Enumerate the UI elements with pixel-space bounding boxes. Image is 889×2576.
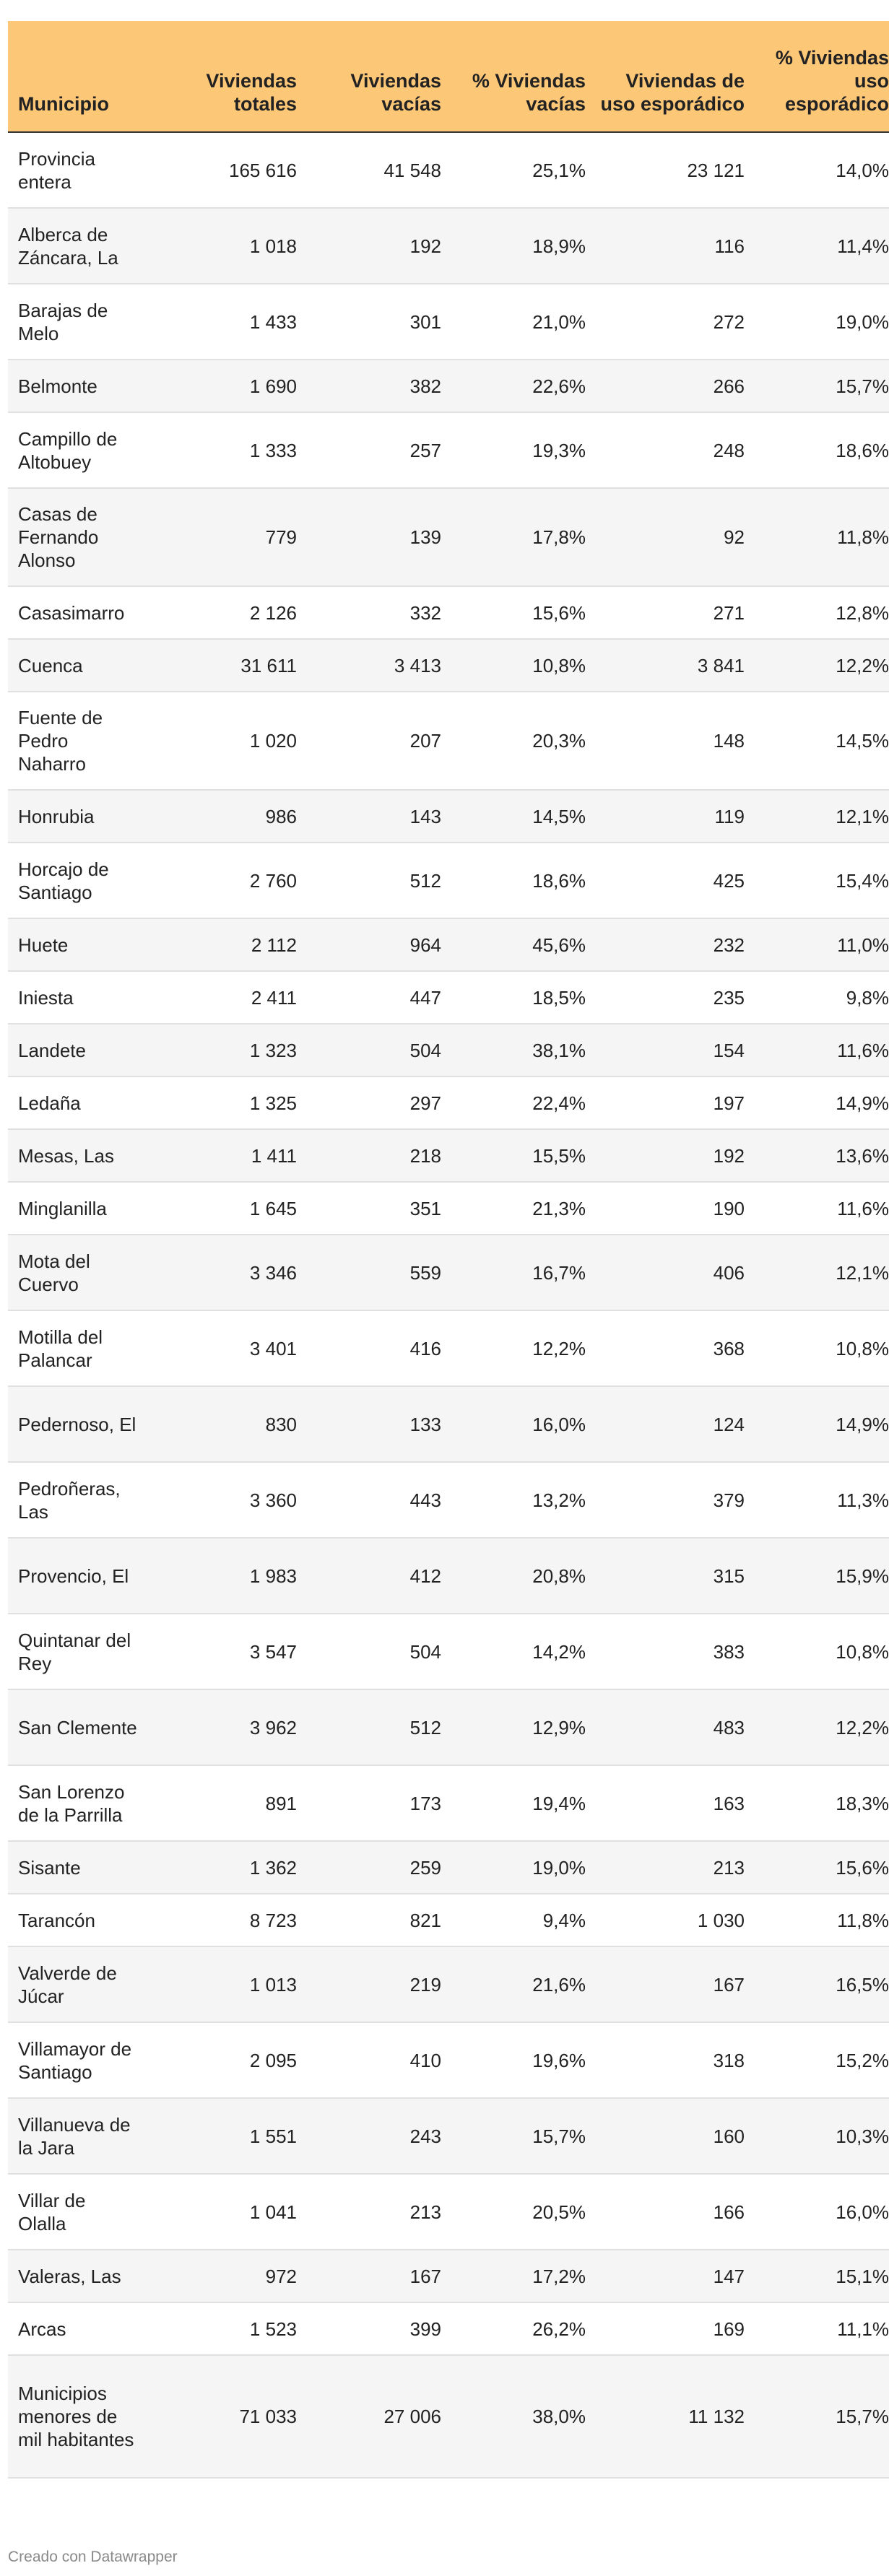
header-viviendas-uso-esporadico[interactable]: Viviendas de uso esporádico xyxy=(586,21,745,132)
cell-value: 92 xyxy=(586,488,745,586)
cell-value: 147 xyxy=(586,2250,745,2302)
cell-municipio: Minglanilla xyxy=(8,1182,152,1235)
cell-value: 10,8% xyxy=(441,639,586,692)
cell-municipio: Valverde de Júcar xyxy=(8,1946,152,2022)
cell-value: 1 362 xyxy=(152,1841,297,1894)
table-row xyxy=(8,1182,889,1235)
cell-value: 332 xyxy=(297,586,441,639)
cell-value: 1 983 xyxy=(152,1538,297,1614)
cell-value: 11,6% xyxy=(745,1024,889,1076)
cell-value: 17,8% xyxy=(441,488,586,586)
cell-value: 3 413 xyxy=(297,639,441,692)
cell-value: 192 xyxy=(297,208,441,284)
cell-value: 512 xyxy=(297,843,441,918)
cell-value: 3 401 xyxy=(152,1310,297,1386)
table-row xyxy=(8,1689,889,1765)
cell-municipio: Pedroñeras, Las xyxy=(8,1462,152,1538)
cell-value: 315 xyxy=(586,1538,745,1614)
cell-value: 272 xyxy=(586,284,745,360)
cell-value: 18,5% xyxy=(441,971,586,1024)
cell-municipio: Provincia entera xyxy=(8,132,152,208)
cell-value: 25,1% xyxy=(441,132,586,208)
cell-value: 16,0% xyxy=(745,2174,889,2250)
cell-value: 504 xyxy=(297,1614,441,1689)
cell-value: 16,5% xyxy=(745,1946,889,2022)
cell-value: 167 xyxy=(297,2250,441,2302)
cell-value: 15,4% xyxy=(745,843,889,918)
cell-value: 19,4% xyxy=(441,1765,586,1841)
cell-value: 964 xyxy=(297,918,441,971)
cell-municipio: San Lorenzo de la Parrilla xyxy=(8,1765,152,1841)
cell-value: 10,3% xyxy=(745,2098,889,2174)
cell-value: 165 616 xyxy=(152,132,297,208)
cell-value: 18,6% xyxy=(745,412,889,488)
cell-value: 15,7% xyxy=(745,2355,889,2478)
cell-value: 166 xyxy=(586,2174,745,2250)
cell-value: 41 548 xyxy=(297,132,441,208)
cell-value: 11,3% xyxy=(745,1462,889,1538)
cell-value: 218 xyxy=(297,1129,441,1182)
cell-municipio: Mesas, Las xyxy=(8,1129,152,1182)
cell-value: 11,1% xyxy=(745,2302,889,2355)
header-viviendas-vacias[interactable]: Viviendas vacías xyxy=(297,21,441,132)
cell-municipio: Belmonte xyxy=(8,360,152,412)
cell-value: 1 551 xyxy=(152,2098,297,2174)
cell-value: 148 xyxy=(586,692,745,790)
cell-value: 15,7% xyxy=(441,2098,586,2174)
cell-value: 133 xyxy=(297,1386,441,1462)
cell-value: 821 xyxy=(297,1894,441,1946)
cell-value: 9,4% xyxy=(441,1894,586,1946)
cell-value: 12,1% xyxy=(745,790,889,843)
table-row xyxy=(8,1386,889,1462)
cell-value: 213 xyxy=(586,1841,745,1894)
cell-value: 11,4% xyxy=(745,208,889,284)
cell-municipio: Provencio, El xyxy=(8,1538,152,1614)
cell-value: 22,4% xyxy=(441,1076,586,1129)
cell-value: 15,9% xyxy=(745,1538,889,1614)
cell-value: 154 xyxy=(586,1024,745,1076)
table-row xyxy=(8,1462,889,1538)
table-body xyxy=(8,132,889,2478)
cell-value: 167 xyxy=(586,1946,745,2022)
cell-value: 3 962 xyxy=(152,1689,297,1765)
cell-value: 368 xyxy=(586,1310,745,1386)
cell-value: 20,3% xyxy=(441,692,586,790)
table-row xyxy=(8,2302,889,2355)
cell-municipio: Quintanar del Rey xyxy=(8,1614,152,1689)
cell-municipio: Mota del Cuervo xyxy=(8,1235,152,1310)
table-header xyxy=(8,21,889,132)
cell-value: 3 360 xyxy=(152,1462,297,1538)
table-row xyxy=(8,918,889,971)
cell-value: 19,6% xyxy=(441,2022,586,2098)
cell-value: 1 333 xyxy=(152,412,297,488)
cell-municipio: Pedernoso, El xyxy=(8,1386,152,1462)
cell-value: 351 xyxy=(297,1182,441,1235)
cell-value: 297 xyxy=(297,1076,441,1129)
cell-value: 23 121 xyxy=(586,132,745,208)
cell-municipio: Tarancón xyxy=(8,1894,152,1946)
cell-value: 18,3% xyxy=(745,1765,889,1841)
cell-value: 2 411 xyxy=(152,971,297,1024)
table-row xyxy=(8,971,889,1024)
cell-municipio: Villanueva de la Jara xyxy=(8,2098,152,2174)
table-row xyxy=(8,208,889,284)
table-row xyxy=(8,2022,889,2098)
cell-value: 2 112 xyxy=(152,918,297,971)
table-row xyxy=(8,2250,889,2302)
credit-footer: Creado con Datawrapper xyxy=(8,2549,178,2565)
cell-value: 10,8% xyxy=(745,1310,889,1386)
cell-value: 31 611 xyxy=(152,639,297,692)
cell-value: 169 xyxy=(586,2302,745,2355)
table-row xyxy=(8,586,889,639)
table-row xyxy=(8,360,889,412)
cell-value: 512 xyxy=(297,1689,441,1765)
data-table-container xyxy=(8,21,889,2479)
cell-municipio: Horcajo de Santiago xyxy=(8,843,152,918)
cell-value: 3 841 xyxy=(586,639,745,692)
cell-value: 3 346 xyxy=(152,1235,297,1310)
cell-value: 410 xyxy=(297,2022,441,2098)
cell-municipio: Landete xyxy=(8,1024,152,1076)
cell-value: 443 xyxy=(297,1462,441,1538)
cell-value: 16,7% xyxy=(441,1235,586,1310)
cell-value: 1 030 xyxy=(586,1894,745,1946)
cell-value: 11 132 xyxy=(586,2355,745,2478)
cell-value: 139 xyxy=(297,488,441,586)
cell-value: 12,2% xyxy=(745,639,889,692)
cell-municipio: San Clemente xyxy=(8,1689,152,1765)
cell-value: 14,9% xyxy=(745,1386,889,1462)
cell-value: 1 690 xyxy=(152,360,297,412)
table-row xyxy=(8,1765,889,1841)
cell-value: 9,8% xyxy=(745,971,889,1024)
cell-value: 11,0% xyxy=(745,918,889,971)
cell-value: 235 xyxy=(586,971,745,1024)
table-row xyxy=(8,1841,889,1894)
cell-municipio: Valeras, Las xyxy=(8,2250,152,2302)
cell-value: 20,5% xyxy=(441,2174,586,2250)
cell-municipio: Barajas de Melo xyxy=(8,284,152,360)
cell-value: 406 xyxy=(586,1235,745,1310)
table-row xyxy=(8,1129,889,1182)
cell-value: 559 xyxy=(297,1235,441,1310)
cell-value: 3 547 xyxy=(152,1614,297,1689)
cell-value: 318 xyxy=(586,2022,745,2098)
cell-value: 71 033 xyxy=(152,2355,297,2478)
cell-municipio: Cuenca xyxy=(8,639,152,692)
cell-value: 143 xyxy=(297,790,441,843)
cell-value: 11,8% xyxy=(745,1894,889,1946)
cell-municipio: Arcas xyxy=(8,2302,152,2355)
cell-value: 1 323 xyxy=(152,1024,297,1076)
table-row xyxy=(8,1310,889,1386)
cell-value: 412 xyxy=(297,1538,441,1614)
cell-municipio: Municipios menores de mil habitantes xyxy=(8,2355,152,2478)
cell-value: 232 xyxy=(586,918,745,971)
cell-value: 259 xyxy=(297,1841,441,1894)
cell-municipio: Motilla del Palancar xyxy=(8,1310,152,1386)
table-row xyxy=(8,639,889,692)
cell-value: 779 xyxy=(152,488,297,586)
cell-value: 379 xyxy=(586,1462,745,1538)
cell-value: 207 xyxy=(297,692,441,790)
cell-value: 12,8% xyxy=(745,586,889,639)
cell-value: 2 760 xyxy=(152,843,297,918)
cell-value: 1 645 xyxy=(152,1182,297,1235)
cell-value: 21,6% xyxy=(441,1946,586,2022)
cell-value: 219 xyxy=(297,1946,441,2022)
cell-value: 15,1% xyxy=(745,2250,889,2302)
cell-value: 14,5% xyxy=(441,790,586,843)
cell-value: 17,2% xyxy=(441,2250,586,2302)
cell-value: 1 433 xyxy=(152,284,297,360)
cell-municipio: Sisante xyxy=(8,1841,152,1894)
cell-value: 10,8% xyxy=(745,1614,889,1689)
table-row xyxy=(8,1946,889,2022)
cell-value: 14,5% xyxy=(745,692,889,790)
cell-value: 197 xyxy=(586,1076,745,1129)
cell-value: 1 018 xyxy=(152,208,297,284)
cell-value: 891 xyxy=(152,1765,297,1841)
cell-value: 257 xyxy=(297,412,441,488)
table-row xyxy=(8,1076,889,1129)
cell-municipio: Villamayor de Santiago xyxy=(8,2022,152,2098)
cell-value: 173 xyxy=(297,1765,441,1841)
cell-municipio: Casas de Fernando Alonso xyxy=(8,488,152,586)
cell-value: 213 xyxy=(297,2174,441,2250)
cell-value: 119 xyxy=(586,790,745,843)
header-pct-uso-esporadico[interactable]: % Viviendas uso esporádico xyxy=(745,21,889,132)
table-row xyxy=(8,1538,889,1614)
cell-value: 19,0% xyxy=(441,1841,586,1894)
cell-value: 22,6% xyxy=(441,360,586,412)
cell-value: 301 xyxy=(297,284,441,360)
cell-value: 14,9% xyxy=(745,1076,889,1129)
table-row xyxy=(8,284,889,360)
cell-municipio: Honrubia xyxy=(8,790,152,843)
housing-table xyxy=(8,21,889,2479)
cell-municipio: Alberca de Záncara, La xyxy=(8,208,152,284)
cell-value: 425 xyxy=(586,843,745,918)
cell-value: 447 xyxy=(297,971,441,1024)
table-row xyxy=(8,790,889,843)
cell-value: 38,0% xyxy=(441,2355,586,2478)
table-row xyxy=(8,2355,889,2478)
cell-value: 190 xyxy=(586,1182,745,1235)
cell-value: 12,2% xyxy=(441,1310,586,1386)
table-row xyxy=(8,692,889,790)
cell-value: 21,3% xyxy=(441,1182,586,1235)
cell-value: 19,0% xyxy=(745,284,889,360)
cell-value: 1 325 xyxy=(152,1076,297,1129)
table-row xyxy=(8,488,889,586)
table-row xyxy=(8,1894,889,1946)
cell-value: 160 xyxy=(586,2098,745,2174)
cell-value: 15,5% xyxy=(441,1129,586,1182)
cell-value: 18,9% xyxy=(441,208,586,284)
cell-municipio: Iniesta xyxy=(8,971,152,1024)
cell-value: 972 xyxy=(152,2250,297,2302)
cell-value: 27 006 xyxy=(297,2355,441,2478)
table-row xyxy=(8,2174,889,2250)
cell-value: 1 411 xyxy=(152,1129,297,1182)
cell-value: 271 xyxy=(586,586,745,639)
cell-value: 16,0% xyxy=(441,1386,586,1462)
cell-value: 13,2% xyxy=(441,1462,586,1538)
cell-value: 12,9% xyxy=(441,1689,586,1765)
table-row xyxy=(8,1614,889,1689)
cell-value: 15,7% xyxy=(745,360,889,412)
cell-value: 266 xyxy=(586,360,745,412)
cell-value: 504 xyxy=(297,1024,441,1076)
cell-value: 18,6% xyxy=(441,843,586,918)
cell-value: 163 xyxy=(586,1765,745,1841)
cell-value: 12,1% xyxy=(745,1235,889,1310)
cell-value: 20,8% xyxy=(441,1538,586,1614)
cell-value: 8 723 xyxy=(152,1894,297,1946)
cell-municipio: Huete xyxy=(8,918,152,971)
cell-value: 1 020 xyxy=(152,692,297,790)
cell-value: 483 xyxy=(586,1689,745,1765)
header-municipio[interactable]: Municipio xyxy=(8,21,152,132)
cell-value: 399 xyxy=(297,2302,441,2355)
cell-value: 15,2% xyxy=(745,2022,889,2098)
cell-value: 192 xyxy=(586,1129,745,1182)
table-row xyxy=(8,1235,889,1310)
table-row xyxy=(8,1024,889,1076)
cell-value: 830 xyxy=(152,1386,297,1462)
cell-municipio: Casasimarro xyxy=(8,586,152,639)
cell-value: 986 xyxy=(152,790,297,843)
cell-value: 19,3% xyxy=(441,412,586,488)
cell-value: 26,2% xyxy=(441,2302,586,2355)
cell-value: 21,0% xyxy=(441,284,586,360)
cell-value: 11,8% xyxy=(745,488,889,586)
cell-value: 243 xyxy=(297,2098,441,2174)
cell-value: 1 041 xyxy=(152,2174,297,2250)
cell-value: 248 xyxy=(586,412,745,488)
cell-value: 12,2% xyxy=(745,1689,889,1765)
cell-value: 383 xyxy=(586,1614,745,1689)
cell-municipio: Fuente de Pedro Naharro xyxy=(8,692,152,790)
cell-value: 14,2% xyxy=(441,1614,586,1689)
table-row xyxy=(8,2098,889,2174)
header-viviendas-totales[interactable]: Viviendas totales xyxy=(152,21,297,132)
table-row xyxy=(8,412,889,488)
cell-value: 1 013 xyxy=(152,1946,297,2022)
cell-value: 15,6% xyxy=(745,1841,889,1894)
cell-value: 11,6% xyxy=(745,1182,889,1235)
cell-value: 382 xyxy=(297,360,441,412)
cell-value: 2 095 xyxy=(152,2022,297,2098)
cell-value: 38,1% xyxy=(441,1024,586,1076)
cell-value: 2 126 xyxy=(152,586,297,639)
cell-value: 15,6% xyxy=(441,586,586,639)
cell-value: 13,6% xyxy=(745,1129,889,1182)
cell-municipio: Campillo de Altobuey xyxy=(8,412,152,488)
cell-value: 124 xyxy=(586,1386,745,1462)
header-pct-viviendas-vacias[interactable]: % Viviendas vacías xyxy=(441,21,586,132)
cell-value: 116 xyxy=(586,208,745,284)
cell-value: 14,0% xyxy=(745,132,889,208)
cell-value: 45,6% xyxy=(441,918,586,971)
table-row xyxy=(8,132,889,208)
cell-municipio: Ledaña xyxy=(8,1076,152,1129)
cell-municipio: Villar de Olalla xyxy=(8,2174,152,2250)
table-row xyxy=(8,843,889,918)
cell-value: 1 523 xyxy=(152,2302,297,2355)
cell-value: 416 xyxy=(297,1310,441,1386)
